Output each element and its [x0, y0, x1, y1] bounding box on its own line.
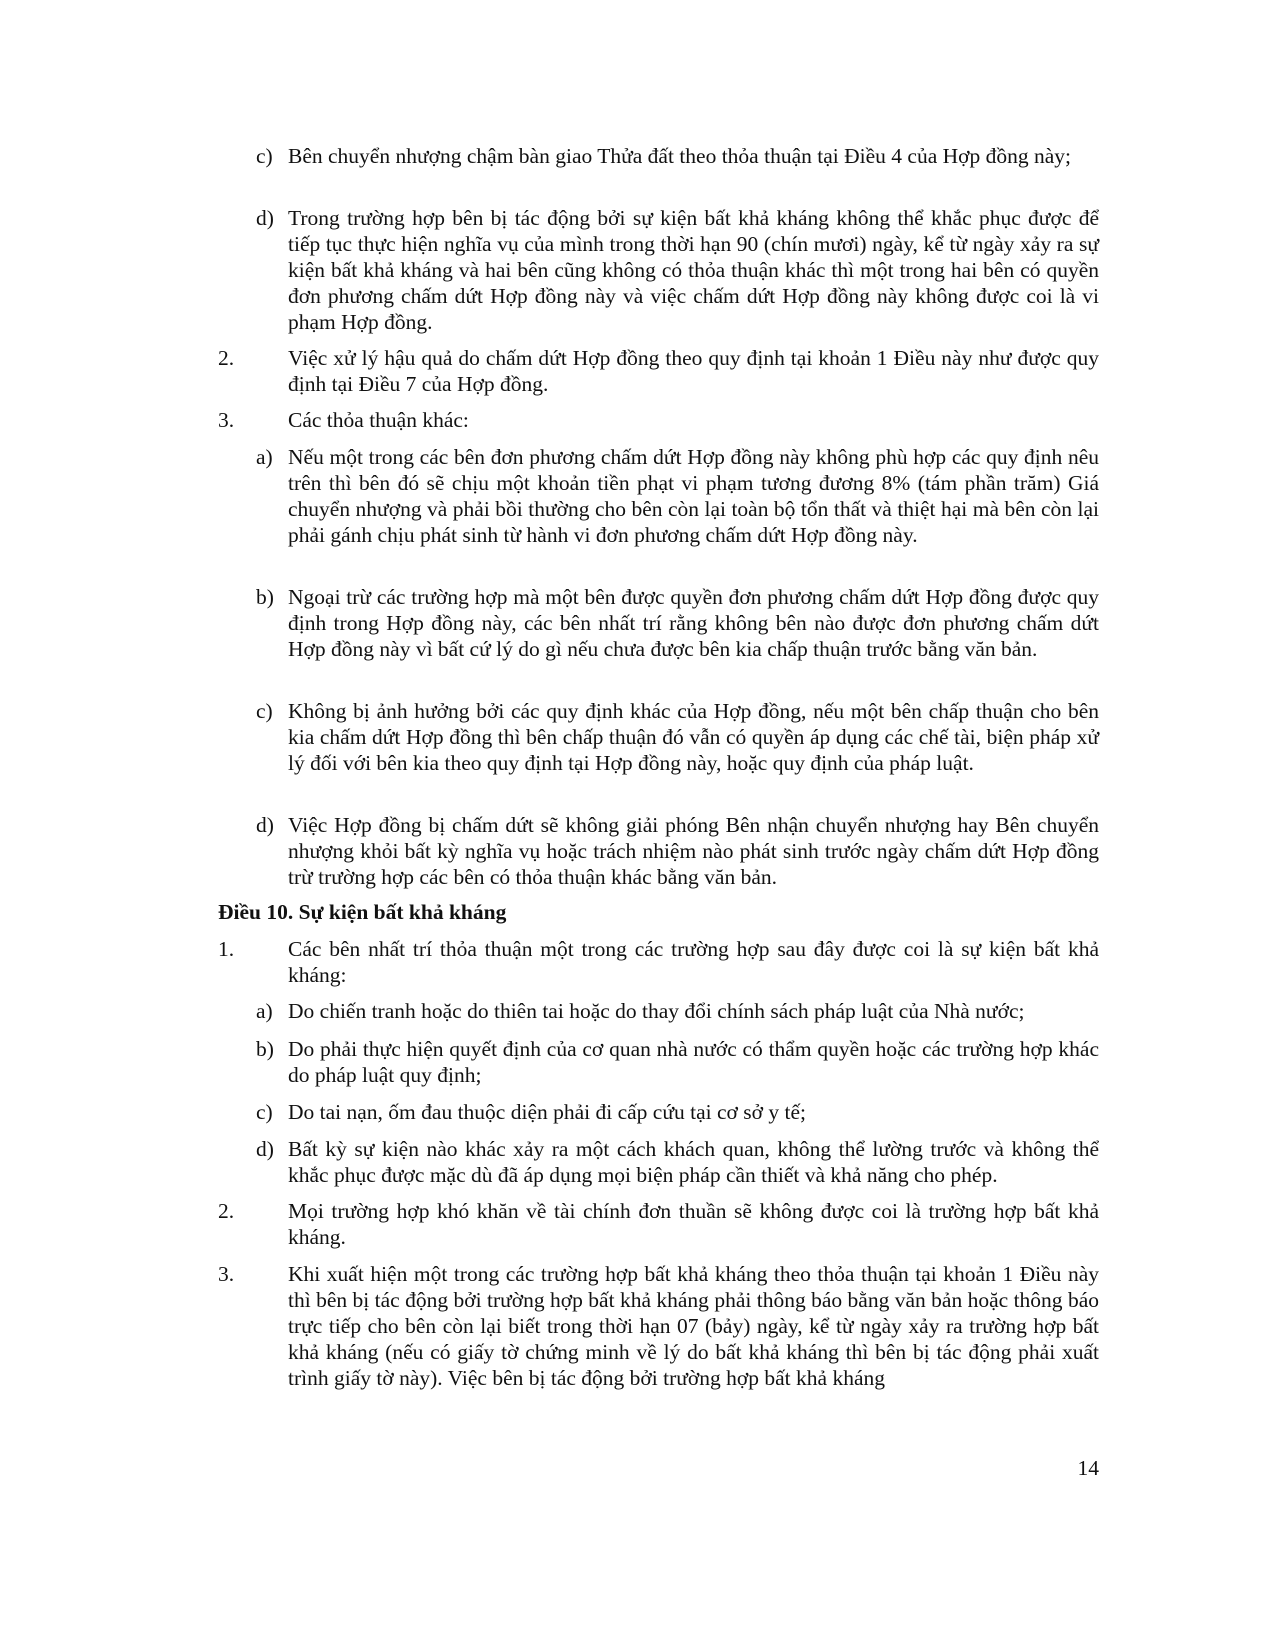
- article-heading: Điều 10. Sự kiện bất khả kháng: [218, 900, 507, 924]
- item-text: Do phải thực hiện quyết định của cơ quan nhà nước có thẩm quyền hoặc các trường hợp khác do pháp luật quy định;: [288, 1037, 1099, 1087]
- item-marker: c): [256, 699, 273, 723]
- item-marker: b): [256, 585, 274, 609]
- item-marker: d): [256, 206, 274, 230]
- item-text: Các thỏa thuận khác:: [288, 408, 469, 432]
- item-text: Do chiến tranh hoặc do thiên tai hoặc do thay đổi chính sách pháp luật của Nhà nước;: [288, 999, 1025, 1023]
- item-marker: c): [256, 1100, 273, 1124]
- item-text: Bất kỳ sự kiện nào khác xảy ra một cách khách quan, không thể lường trước và không thể khắc phục được mặc dù đã áp dụng mọi biện pháp cần thiết và khả năng cho phép.: [288, 1137, 1099, 1187]
- item-marker: 3.: [218, 1262, 235, 1286]
- item-marker: a): [256, 445, 273, 469]
- item-text: Nếu một trong các bên đơn phương chấm dứt Hợp đồng này không phù hợp các quy định nêu trên thì bên đó sẽ chịu một khoản tiền phạt vi phạm tương đương 8% (tám phần trăm) Giá chuyển nhượng và phải bồi thường cho bên còn lại toàn bộ tổn thất và thiệt hại mà bên còn lại phải gánh chịu phát sinh từ hành vi đơn phương chấm dứt Hợp đồng này.: [288, 445, 1099, 547]
- item-text: Trong trường hợp bên bị tác động bởi sự kiện bất khả kháng không thể khắc phục được để tiếp tục thực hiện nghĩa vụ của mình trong thời hạn 90 (chín mươi) ngày, kể từ ngày xảy ra sự kiện bất khả kháng và hai bên cũng không có thỏa thuận khác thì một trong hai bên có quyền đơn phương chấm dứt Hợp đồng này và việc chấm dứt Hợp đồng này không được coi là vi phạm Hợp đồng.: [288, 206, 1099, 334]
- item-text: Việc xử lý hậu quả do chấm dứt Hợp đồng theo quy định tại khoản 1 Điều này như được quy định tại Điều 7 của Hợp đồng.: [288, 346, 1099, 396]
- item-marker: c): [256, 144, 273, 168]
- item-marker: 2.: [218, 1199, 235, 1223]
- item-marker: a): [256, 999, 273, 1023]
- item-marker: b): [256, 1037, 274, 1061]
- item-text: Không bị ảnh hưởng bởi các quy định khác của Hợp đồng, nếu một bên chấp thuận cho bên kia chấm dứt Hợp đồng thì bên chấp thuận đó vẫn có quyền áp dụng các chế tài, biện pháp xử lý đối với bên kia theo quy định tại Hợp đồng này, hoặc quy định của pháp luật.: [288, 699, 1099, 775]
- item-text: Ngoại trừ các trường hợp mà một bên được quyền đơn phương chấm dứt Hợp đồng được quy định trong Hợp đồng này, các bên nhất trí rằng không bên nào được đơn phương chấm dứt Hợp đồng này vì bất cứ lý do gì nếu chưa được bên kia chấp thuận trước bằng văn bản.: [288, 585, 1099, 661]
- item-text: Do tai nạn, ốm đau thuộc diện phải đi cấp cứu tại cơ sở y tế;: [288, 1100, 807, 1124]
- item-text: Mọi trường hợp khó khăn về tài chính đơn thuần sẽ không được coi là trường hợp bất khả kháng.: [288, 1199, 1099, 1249]
- item-marker: 1.: [218, 937, 235, 961]
- page-number: 14: [1077, 1456, 1099, 1480]
- item-text: Việc Hợp đồng bị chấm dứt sẽ không giải phóng Bên nhận chuyển nhượng hay Bên chuyển nhượng khỏi bất kỳ nghĩa vụ hoặc trách nhiệm nào phát sinh trước ngày chấm dứt Hợp đồng trừ trường hợp các bên có thỏa thuận khác bằng văn bản.: [288, 813, 1099, 889]
- item-marker: 3.: [218, 408, 235, 432]
- item-text: Bên chuyển nhượng chậm bàn giao Thửa đất theo thỏa thuận tại Điều 4 của Hợp đồng này;: [288, 144, 1072, 168]
- item-text: Khi xuất hiện một trong các trường hợp bất khả kháng theo thỏa thuận tại khoản 1 Điều này thì bên bị tác động bởi trường hợp bất khả kháng phải thông báo bằng văn bản hoặc thông báo trực tiếp cho bên còn lại biết trong thời hạn 07 (bảy) ngày, kể từ ngày xảy ra trường hợp bất khả kháng (nếu có giấy tờ chứng minh về lý do bất khả kháng thì bên bị tác động phải xuất trình giấy tờ này). Việc bên bị tác động bởi trường hợp bất khả kháng: [288, 1262, 1099, 1390]
- item-marker: 2.: [218, 346, 235, 370]
- item-marker: d): [256, 813, 274, 837]
- item-marker: d): [256, 1137, 274, 1161]
- item-text: Các bên nhất trí thỏa thuận một trong các trường hợp sau đây được coi là sự kiện bất khả kháng:: [288, 937, 1099, 987]
